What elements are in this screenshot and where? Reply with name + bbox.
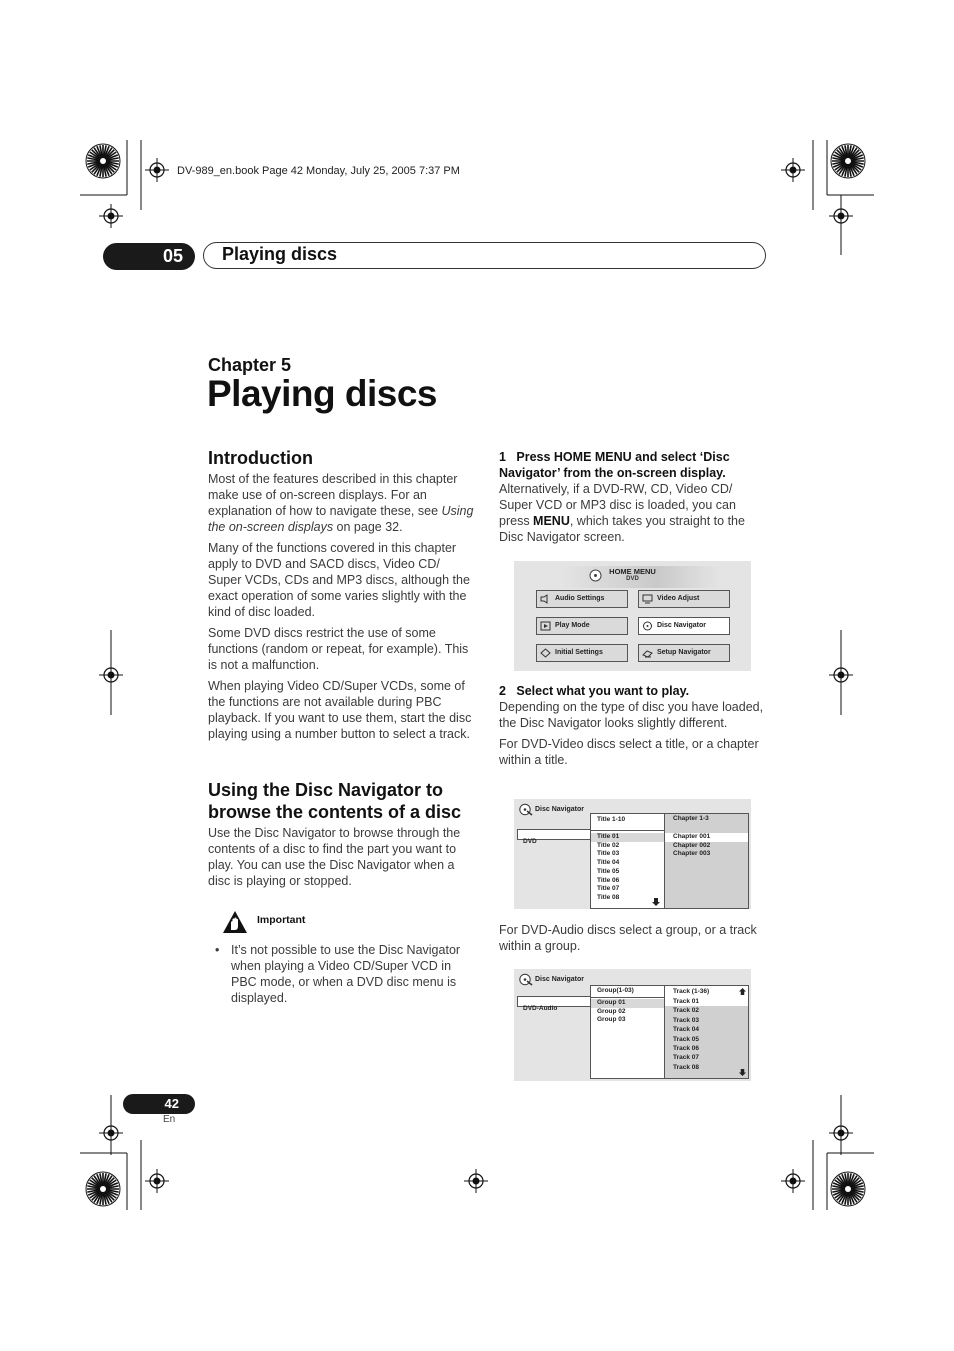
title-item[interactable]: Title 04 (597, 859, 620, 867)
title-item[interactable]: Title 08 (597, 893, 620, 901)
home-menu-subtitle: DVD (626, 576, 639, 582)
track-item[interactable]: Track 06 (673, 1045, 700, 1053)
play-mode-label: Play Mode (555, 622, 590, 629)
chapter-item[interactable]: Chapter 002 (673, 841, 711, 849)
audio-settings-button[interactable] (536, 590, 628, 608)
disc-type-dvd-audio-label: DVD-Audio (523, 1005, 558, 1012)
cross-reference: Using the on-screen displays (208, 504, 474, 534)
group-item[interactable]: Group 03 (597, 1016, 626, 1024)
intro-paragraph-4: When playing Video CD/Super VCDs, some of the functions are not available during PBC playback. If you want to use them, start the disc playing using a number button to select a track. (208, 679, 472, 741)
setup-icon (642, 648, 653, 658)
initial-settings-button[interactable] (536, 644, 628, 662)
chapter-number-badge: 05 (103, 243, 195, 270)
menu-key-label: MENU (533, 514, 570, 528)
home-menu-title: HOME MENU (609, 567, 656, 576)
disc-type-dvd[interactable] (517, 829, 591, 845)
disc-navigator-label: Disc Navigator (657, 622, 707, 629)
print-info: DV-989_en.book Page 42 Monday, July 25, 2005 7:37 PM (177, 165, 460, 177)
important-label: Important (257, 914, 306, 926)
step-1-desc-b: , which takes you straight to the Disc Navigator screen. (499, 514, 745, 544)
step-2-number: 2 (499, 684, 506, 698)
title-list[interactable] (590, 813, 665, 909)
intro-p1-text: Most of the features described in this chapter make use of on-screen displays. For an explanation of how to navigate these, see (208, 472, 458, 518)
step-2-paragraph-3: For DVD-Audio discs select a group, or a track within a group. (499, 923, 757, 953)
disc-icon (642, 621, 653, 631)
chapter-label: Chapter 5 (208, 355, 292, 375)
title-item[interactable]: Title 01 (591, 833, 664, 842)
language-code: En (163, 1114, 176, 1125)
group-item[interactable]: Group 02 (597, 1007, 626, 1015)
track-item[interactable]: Track 02 (673, 1007, 700, 1015)
setup-navigator-label: Setup Navigator (657, 649, 711, 656)
track-item[interactable]: Track 07 (673, 1054, 700, 1062)
step-2-paragraph-2: For DVD-Video discs select a title, or a chapter within a title. (499, 737, 759, 767)
step-2 (499, 683, 767, 773)
step-1 (499, 449, 767, 550)
chapter-item[interactable]: Chapter 001 (665, 833, 748, 842)
scroll-down-arrow-icon[interactable] (652, 898, 660, 906)
step-1-title (499, 449, 767, 481)
intro-heading: Introduction (208, 448, 313, 468)
track-item[interactable]: Track 04 (673, 1026, 700, 1034)
scroll-up-arrow-icon[interactable] (739, 988, 746, 995)
initial-settings-label: Initial Settings (555, 649, 603, 656)
intro-paragraph-1 (208, 471, 476, 535)
disc-type-dvd-audio[interactable] (517, 996, 591, 1012)
track-item[interactable]: Track 05 (673, 1035, 700, 1043)
step-1-description (499, 481, 767, 545)
title-item[interactable]: Title 05 (597, 867, 620, 875)
navigator-paragraph: Use the Disc Navigator to browse through the contents of a disc to find the part you want to play. You can use the Disc Navigator when a disc is playing or stopped. (208, 826, 461, 888)
play-mode-icon (540, 621, 551, 631)
track-item[interactable]: Track 01 (665, 997, 748, 1006)
important-bullet-text: It’s not possible to use the Disc Navigator when playing a Video CD/Super VCD in PBC mode, or when a DVD disc menu is displayed. (231, 943, 461, 1005)
group-list-header: Group(1-03) (591, 986, 664, 998)
title-item[interactable]: Title 07 (597, 885, 620, 893)
scroll-down-arrow-icon[interactable] (739, 1069, 746, 1076)
setup-navigator-button[interactable] (638, 644, 730, 662)
title-item[interactable]: Title 06 (597, 876, 620, 884)
bullet-marker: • (215, 943, 220, 957)
intro-section (208, 447, 476, 747)
video-adjust-label: Video Adjust (657, 595, 700, 602)
header-title: Playing discs (222, 244, 338, 264)
title-list-header: Title 1-10 (591, 814, 664, 831)
important-bullet (215, 942, 477, 1006)
title-item[interactable]: Title 02 (597, 841, 620, 849)
disc-navigator-icon (519, 803, 533, 816)
track-item[interactable]: Track 08 (673, 1063, 700, 1071)
intro-paragraph-2: Many of the functions covered in this chapter apply to DVD and SACD discs, Video CD/ Super VCDs, CDs and MP3 discs, although the exact operation of some varies slightly with the kind of disc loaded. (208, 541, 470, 619)
monitor-icon (642, 594, 653, 604)
disc-navigator-button[interactable] (638, 617, 730, 635)
video-adjust-button[interactable] (638, 590, 730, 608)
audio-settings-label: Audio Settings (555, 595, 605, 602)
track-item[interactable]: Track 03 (673, 1016, 700, 1024)
disc-navigator-title: Disc Navigator (535, 806, 585, 813)
intro-p1-tail: on page 32. (333, 520, 403, 534)
navigator-section (208, 779, 476, 894)
title-item[interactable]: Title 03 (597, 850, 620, 858)
step-2-text: Select what you want to play. (516, 684, 690, 698)
disc-type-dvd-label: DVD (523, 838, 537, 845)
chapter-list-header: Chapter 1-3 (673, 815, 709, 822)
chapter-item[interactable]: Chapter 003 (673, 850, 711, 858)
speaker-icon (540, 594, 551, 604)
page-title: Playing discs (207, 373, 437, 414)
step-1-desc-a: Alternatively, if a DVD-RW, CD, Video CD/ Super VCD or MP3 disc is loaded, you can press (499, 482, 736, 528)
group-item[interactable]: Group 01 (591, 999, 664, 1008)
group-list[interactable] (590, 985, 665, 1079)
page-number: 42 (123, 1094, 195, 1114)
play-mode-button[interactable] (536, 617, 628, 635)
warning-hand-icon (222, 910, 248, 934)
disc-navigator-icon (519, 973, 533, 986)
step-1-number: 1 (499, 450, 506, 464)
navigator-heading: Using the Disc Navigator to browse the contents of a disc (208, 780, 462, 822)
chapter-list[interactable] (664, 813, 749, 909)
settings-icon (540, 648, 551, 658)
disc-navigator-title: Disc Navigator (535, 976, 585, 983)
intro-paragraph-3: Some DVD discs restrict the use of some functions (random or repeat, for example). This is not a malfunction. (208, 626, 469, 672)
step-2-paragraph-1: Depending on the type of disc you have loaded, the Disc Navigator looks slightly different. (499, 700, 764, 730)
track-list[interactable] (664, 985, 749, 1079)
step-1-text: Press HOME MENU and select ‘Disc Navigator’ from the on-screen display. (499, 450, 730, 480)
track-list-header: Track (1-36) (665, 986, 748, 997)
step-2-title (499, 683, 767, 699)
